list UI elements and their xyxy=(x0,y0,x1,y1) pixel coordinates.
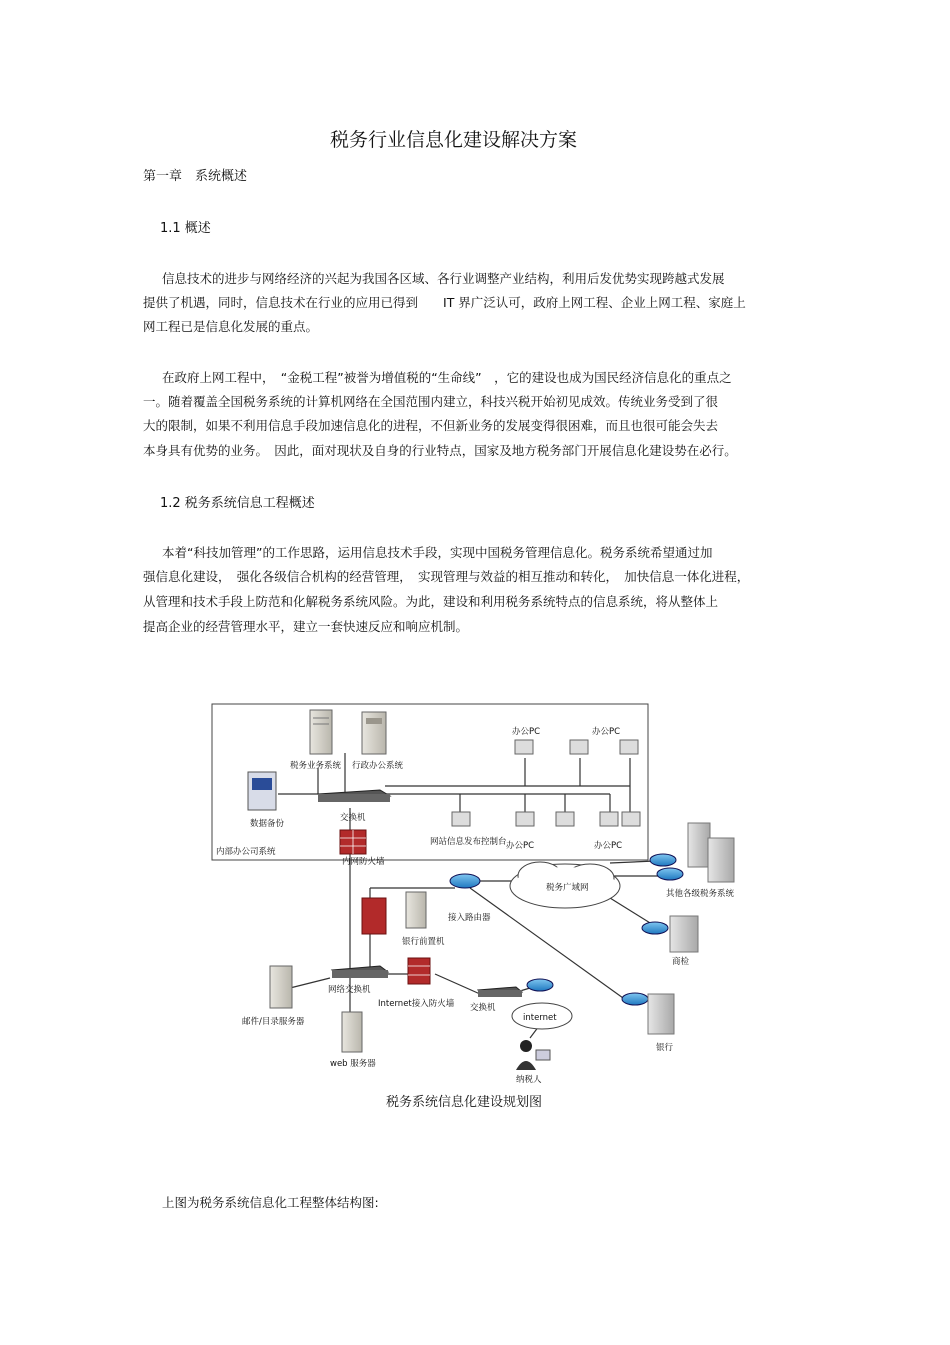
office-pc-label: 办公PC xyxy=(592,727,621,737)
internet-label: internet xyxy=(523,1013,557,1023)
taxpayer-icon xyxy=(516,1040,550,1070)
wan-label: 税务广域网 xyxy=(546,883,589,893)
paragraph-line: 从管理和技术手段上防范和化解税务系统风险。为此，建设和利用税务系统特点的信息系统，将从整体上 xyxy=(143,594,719,609)
bank-front-label: 银行前置机 xyxy=(402,937,445,947)
office-pc-icon xyxy=(515,740,638,754)
paragraph-line: 本身具有优势的业务。 因此，面对现状及自身的行业特点，国家及地方税务部门开展信息化建设势在必行。 xyxy=(143,443,737,458)
web-server-label: web 服务器 xyxy=(330,1059,376,1069)
office-pc-label: 办公PC xyxy=(506,841,535,851)
internal-office-label: 内部办公司系统 xyxy=(216,847,276,857)
data-backup-label: 数据备份 xyxy=(250,819,285,829)
office-pc-label: 办公PC xyxy=(512,727,541,737)
other-tax-label: 其他各级税务系统 xyxy=(666,889,735,899)
paragraph-line: 提供了机遇，同时，信息技术在行业的应用已得到 IT 界广泛认可，政府上网工程、企业上网工程、家庭上 xyxy=(143,295,746,310)
top-switch-icon xyxy=(318,790,390,802)
document-title: 税务行业信息化建设解决方案 xyxy=(330,129,578,151)
customs-label: 商检 xyxy=(672,957,690,967)
tax-business-label: 税务业务系统 xyxy=(290,761,342,771)
taxpayer-label: 纳税人 xyxy=(516,1075,542,1085)
mail-server-icon xyxy=(270,966,292,1008)
chapter-heading: 第一章 系统概述 xyxy=(143,169,248,184)
diagram-caption: 税务系统信息化建设规划图 xyxy=(386,1095,543,1110)
paragraph-line: 提高企业的经营管理水平，建立一套快速反应和响应机制。 xyxy=(143,619,469,634)
network-switch-label: 网络交换机 xyxy=(328,985,371,995)
access-router-label: 接入路由器 xyxy=(448,913,491,923)
mail-server-label: 邮件/目录服务器 xyxy=(242,1017,305,1027)
web-publish-label: 网站信息发布控制台 xyxy=(430,837,507,847)
paragraph-line: 网工程已是信息化发展的重点。 xyxy=(143,319,319,334)
internal-firewall-label: 内网防火墙 xyxy=(342,857,385,867)
top-switch-label: 交换机 xyxy=(340,813,366,823)
admin-office-server-icon xyxy=(362,712,386,754)
figure-note: 上图为税务系统信息化工程整体结构图: xyxy=(162,1195,379,1210)
section-1-2-heading: 1.2 税务系统信息工程概述 xyxy=(160,496,315,511)
network-switch-icon xyxy=(332,966,388,978)
internet-firewall-icon xyxy=(408,958,430,984)
internet-firewall-label: Internet接入防火墙 xyxy=(378,999,455,1009)
bank-front-server-icon xyxy=(362,892,426,934)
bank-label: 银行 xyxy=(656,1043,674,1053)
admin-office-label: 行政办公系统 xyxy=(352,761,404,771)
bottom-switch-label: 交换机 xyxy=(470,1003,496,1013)
section-1-1-heading: 1.1 概述 xyxy=(160,221,211,236)
web-server-icon xyxy=(342,1012,362,1052)
network-diagram xyxy=(190,698,760,1128)
tax-business-server-icon xyxy=(310,710,332,754)
paragraph-line: 本着“科技加管理”的工作思路，运用信息技术手段，实现中国税务管理信息化。税务系统希望通过加 xyxy=(162,545,713,560)
bottom-switch-icon xyxy=(478,987,522,997)
data-backup-icon xyxy=(248,772,276,810)
paragraph-line: 强信息化建设， 强化各级信合机构的经营管理， 实现管理与效益的相互推动和转化， 加快信息一体化进程， xyxy=(143,569,750,584)
office-pc-label: 办公PC xyxy=(594,841,623,851)
paragraph-line: 信息技术的进步与网络经济的兴起为我国各区域、各行业调整产业结构，利用后发优势实现跨越式发展 xyxy=(162,271,725,286)
internal-firewall-icon xyxy=(340,830,366,854)
paragraph-line: 在政府上网工程中， “金税工程”被誉为增值税的“生命线” ，它的建设也成为国民经济信息化的重点之 xyxy=(162,370,732,385)
office-pc-icon xyxy=(452,812,640,826)
paragraph-line: 一。随着覆盖全国税务系统的计算机网络在全国范围内建立，科技兴税开始初见成效。传统业务受到了很 xyxy=(143,394,719,409)
paragraph-line: 大的限制，如果不利用信息手段加速信息化的进程，不但新业务的发展变得很困难，而且也很可能会失去 xyxy=(143,418,719,433)
